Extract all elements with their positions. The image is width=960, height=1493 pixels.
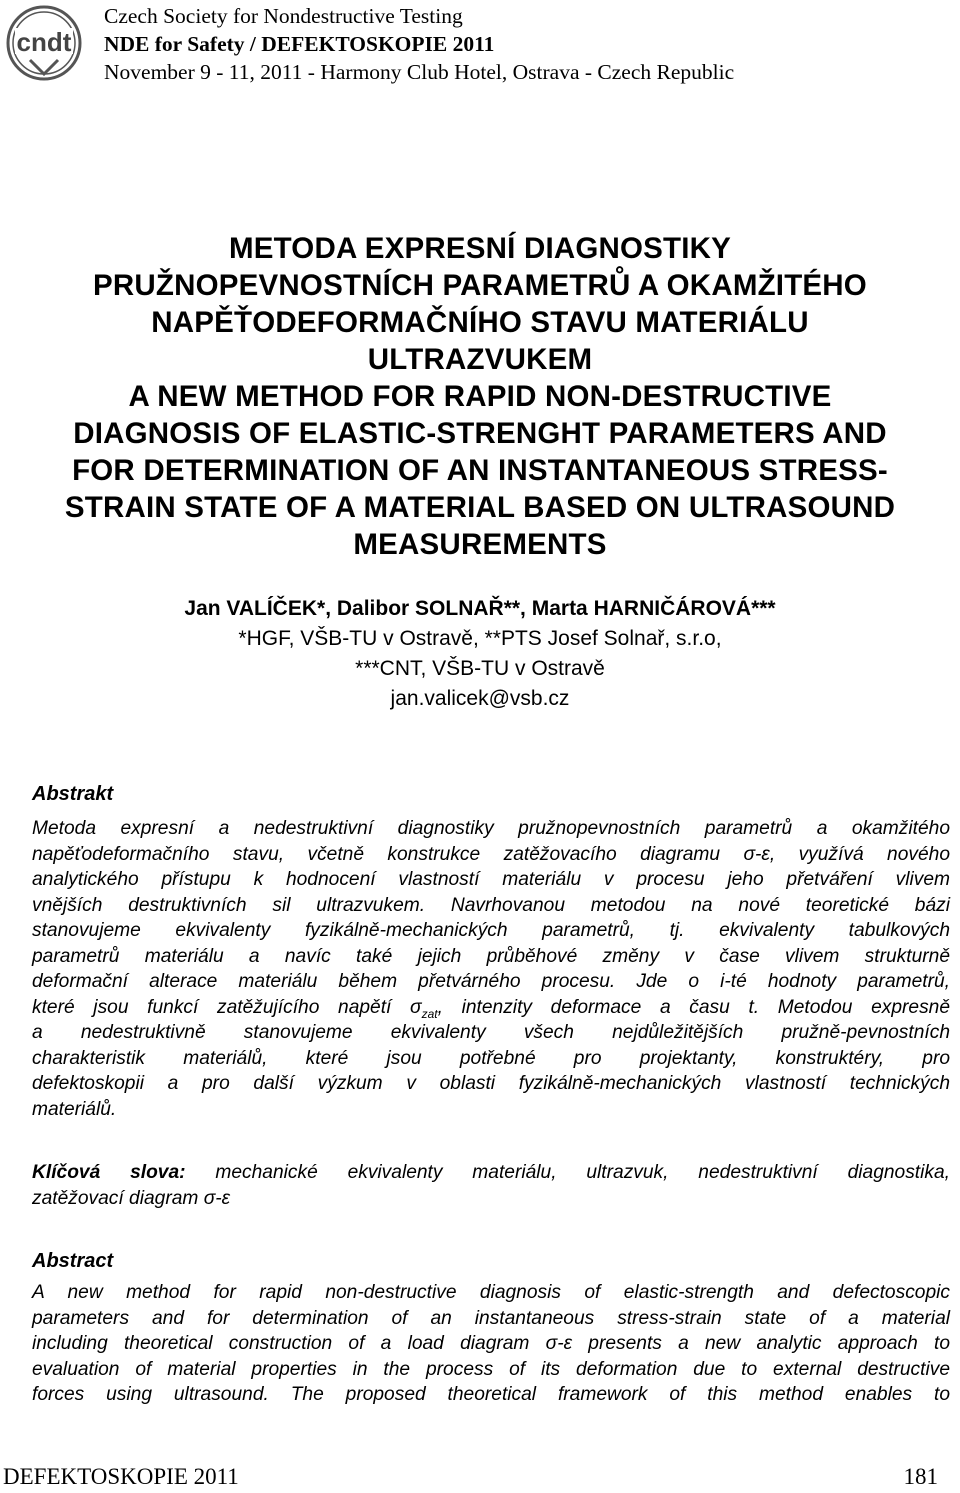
abstrakt-line: stanovujeme ekvivalenty fyzikálně-mechanických parametrů, tj. ekvivalenty tabulkových <box>32 920 950 941</box>
title-line: FOR DETERMINATION OF AN INSTANTANEOUS STRESS- <box>72 454 888 487</box>
keywords-line: zatěžovací diagram σ-ε <box>32 1187 231 1209</box>
logo-text: cndt <box>16 27 72 57</box>
header-text <box>104 2 734 86</box>
title-line: PRUŽNOPEVNOSTNÍCH PARAMETRŮ A OKAMŽITÉHO <box>93 269 867 302</box>
page-number: 181 <box>903 1464 938 1489</box>
title-line: DIAGNOSIS OF ELASTIC-STRENGHT PARAMETERS AND <box>73 417 887 450</box>
conference-name: NDE for Safety / DEFEKTOSKOPIE 2011 <box>104 32 495 56</box>
abstrakt-text <box>32 816 950 1122</box>
abstrakt-line: analytického přístupu k hodnocení vlastností materiálu v procesu jeho přetváření vlivem <box>32 869 950 890</box>
cndt-logo <box>3 4 85 82</box>
abstract-line: including theoretical construction of a load diagram σ-ε presents a new analytic approach to <box>32 1333 950 1354</box>
abstrakt-line <box>32 995 950 1021</box>
keywords-values: mechanické ekvivalenty materiálu, ultrazvuk, nedestruktivní diagnostika, <box>185 1162 950 1183</box>
title-line: A NEW METHOD FOR RAPID NON-DESTRUCTIVE <box>128 380 832 413</box>
sigma-subscript: zat <box>421 1006 438 1021</box>
title-line: STRAIN STATE OF A MATERIAL BASED ON ULTRASOUND <box>64 491 896 524</box>
abstrakt-line: vnějších destruktivních sil ultrazvukem. Navrhovanou metodou na nové teoretické bázi <box>32 894 950 916</box>
abstract-heading: Abstract <box>32 1250 114 1272</box>
page-footer <box>0 1464 960 1493</box>
society-name: Czech Society for Nondestructive Testing <box>104 4 463 28</box>
abstrakt-line: deformační alterace materiálu během přetvárného procesu. Jde o i-té hodnoty parametrů, <box>32 971 950 992</box>
abstract-line: parameters and for determination of an instantaneous stress-strain state of a material <box>32 1307 950 1329</box>
authors-block <box>0 594 960 714</box>
footer-journal: DEFEKTOSKOPIE 2011 <box>3 1464 239 1489</box>
author-names: Jan VALÍČEK*, Dalibor SOLNAŘ**, Marta HARNIČÁROVÁ*** <box>184 597 776 620</box>
abstrakt-fragment: které jsou funkcí zatěžujícího napětí σ <box>32 996 422 1018</box>
page-header <box>0 0 960 100</box>
title-line: ULTRAZVUKEM <box>367 343 593 376</box>
abstrakt-fragment: , intenzity deformace a času t. Metodou expresně <box>437 996 951 1018</box>
abstrakt-line: Metoda expresní a nedestruktivní diagnostiky pružnopevnostních parametrů a okamžitého <box>32 818 950 839</box>
conference-venue: November 9 - 11, 2011 - Harmony Club Hotel, Ostrava - Czech Republic <box>104 60 735 84</box>
abstrakt-line: materiálů. <box>32 1098 117 1120</box>
title-line: MEASUREMENTS <box>353 528 607 561</box>
abstract-line: A new method for rapid non-destructive diagnosis of elastic-strength and defectoscopic <box>32 1282 950 1303</box>
abstrakt-line: a nedestruktivně stanovujeme ekvivalenty všech nejdůležitějších pružně-pevnostních <box>32 1022 950 1043</box>
title-line: METODA EXPRESNÍ DIAGNOSTIKY <box>228 232 732 265</box>
abstrakt-line: charakteristik materiálů, které jsou potřebné pro projektanty, konstruktéry, pro <box>32 1047 950 1069</box>
abstract-line: forces using ultrasound. The proposed theoretical framework of this method enables to <box>32 1384 950 1405</box>
abstrakt-line: parametrů materiálu a navíc také jejich průběhové změny v čase vlivem strukturně <box>32 945 950 967</box>
title-line: NAPĚŤODEFORMAČNÍHO STAVU MATERIÁLU <box>151 306 809 339</box>
abstrakt-heading: Abstrakt <box>32 783 114 805</box>
abstract-line: evaluation of material properties in the process of its deformation due to external destructive <box>32 1358 950 1380</box>
keywords-block <box>32 1160 950 1211</box>
paper-title <box>0 230 960 563</box>
abstrakt-line: napěťodeformačního stavu, včetně konstrukce zatěžovacího diagramu σ-ε, využívá nového <box>32 843 950 865</box>
abstrakt-line: defektoskopii a pro další výzkum v oblasti fyzikálně-mechanických vlastností technických <box>32 1073 950 1094</box>
abstract-text <box>32 1280 950 1408</box>
affiliation-line: *HGF, VŠB-TU v Ostravě, **PTS Josef Solnař, s.r.o, <box>238 627 722 650</box>
author-email: jan.valicek@vsb.cz <box>390 687 570 710</box>
affiliation-line: ***CNT, VŠB-TU v Ostravě <box>355 657 605 680</box>
keywords-label: Klíčová slova: <box>32 1162 186 1183</box>
keywords-line <box>32 1160 950 1186</box>
